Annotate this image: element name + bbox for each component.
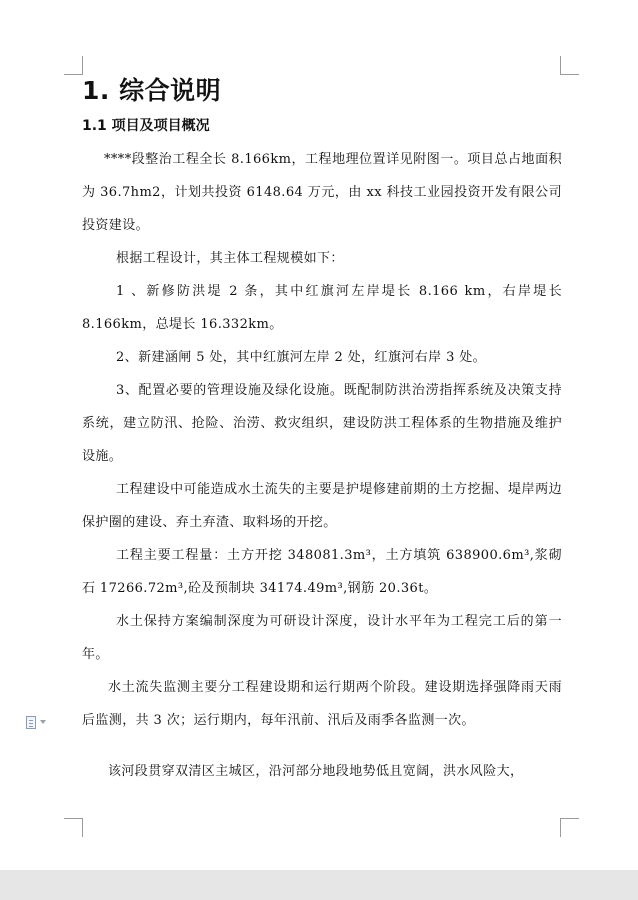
document-body[interactable]	[82, 74, 562, 788]
paragraph-item-2: 2、新建涵闸 5 处，其中红旗河左岸 2 处，红旗河右岸 3 处。	[116, 350, 487, 365]
page-gap-area	[0, 870, 638, 900]
caret-down-icon	[40, 720, 46, 724]
margin-mark-bottom-right	[560, 818, 579, 837]
paragraph-quantities: 工程主要工程量：土方开挖 348081.3m³，土方填筑 638900.6m³,浆砌石 17266.72m³,砼及预制块 34174.49m³,钢筋 20.36t。	[82, 548, 562, 596]
paragraph-item-3: 3、配置必要的管理设施及绿化设施。既配制防洪治涝指挥系统及决策支持系统，建立防汛、抢险、治涝、救灾组织，建设防洪工程体系的生物措施及维护设施。	[82, 383, 562, 464]
paragraph-erosion-source: 工程建设中可能造成水土流失的主要是护堤修建前期的土方挖掘、堤岸两边保护圈的建设、弃土弃渣、取料场的开挖。	[82, 482, 562, 530]
paragraph-options-button[interactable]	[26, 714, 56, 730]
document-icon	[26, 716, 36, 729]
paragraph-river-section: 该河段贯穿双清区主城区，沿河部分地段地势低且宽阔，洪水风险大，	[108, 764, 524, 779]
paragraph-scale-intro: 根据工程设计，其主体工程规模如下：	[116, 251, 344, 266]
margin-mark-top-left	[64, 56, 83, 75]
paragraph-monitoring: 水土流失监测主要分工程建设期和运行期两个阶段。建设期选择强降雨天雨后监测，共 3 次；运行期内，每年汛前、汛后及雨季各监测一次。	[82, 680, 562, 728]
paragraph-project-overview: ****段整治工程全长 8.166km，工程地理位置详见附图一。项目总占地面积为 36.7hm2，计划共投资 6148.64 万元，由 xx 科技工业园投资开发有限公司投资建设。	[82, 152, 562, 233]
margin-mark-top-right	[560, 56, 579, 75]
paragraph-design-depth: 水土保持方案编制深度为可研设计深度，设计水平年为工程完工后的第一年。	[82, 614, 562, 662]
heading-1: 1. 综合说明	[82, 76, 222, 105]
paragraph-item-1: 1 、新修防洪堤 2 条，其中红旗河左岸堤长 8.166 km，右岸堤长 8.166km，总堤长 16.332km。	[82, 284, 562, 332]
heading-2: 1.1 项目及项目概况	[82, 118, 210, 134]
margin-mark-bottom-left	[64, 818, 83, 837]
